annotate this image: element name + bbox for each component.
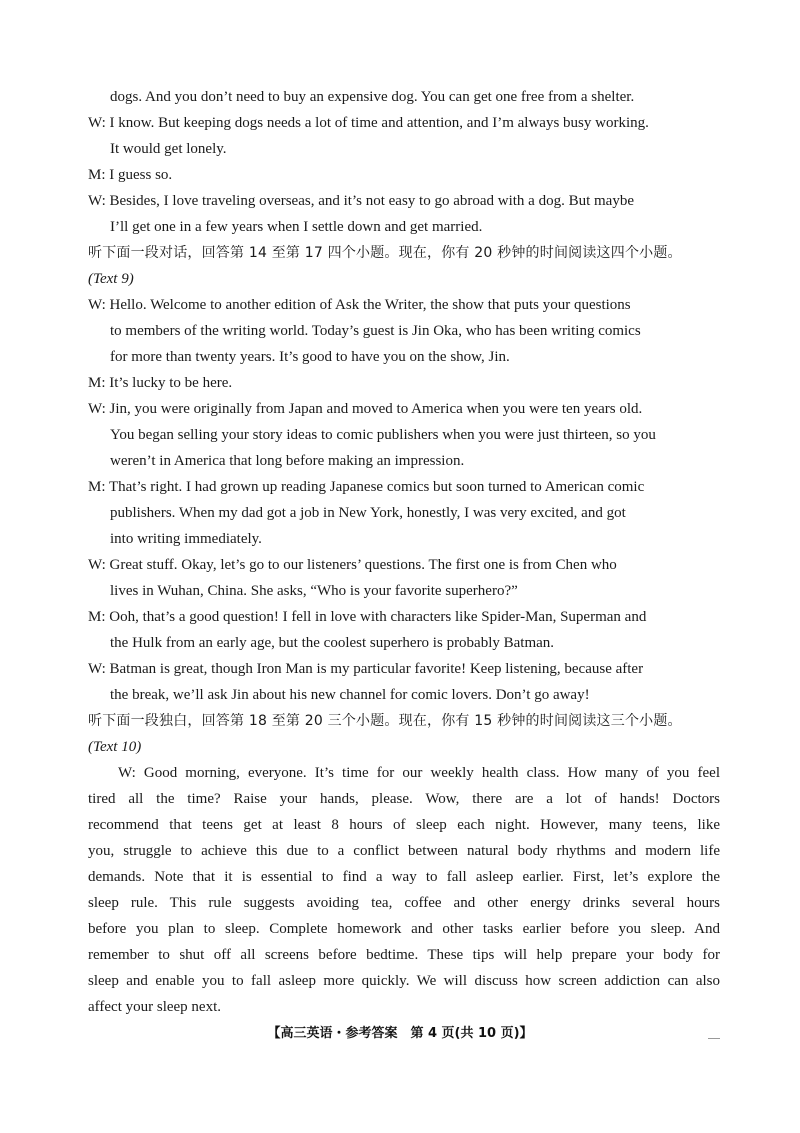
text-line: affect your sleep next. [88,999,222,1015]
text-line: the break, we’ll ask Jin about his new channel for comic lovers. Don’t go away! [110,687,590,703]
text-line: before you plan to sleep. Complete homework and other tasks earlier before you sleep. And [88,921,720,937]
text-line: You began selling your story ideas to comic publishers when you were just thirteen, so you [110,427,656,443]
text-line: 听下面一段对话，回答第 14 至第 17 四个小题。现在，你有 20 秒钟的时间阅读这四个小题。 [88,245,682,261]
text-line: W: Hello. Welcome to another edition of Ask the Writer, the show that puts your questions [88,297,631,313]
text-line: (Text 9) [88,271,134,287]
text-line: to members of the writing world. Today’s guest is Jin Oka, who has been writing comics [110,323,641,339]
text-lines [88,84,720,1020]
text-line: dogs. And you don’t need to buy an expensive dog. You can get one free from a shelter. [110,89,635,105]
text-line: sleep and enable you to fall asleep more quickly. We will discuss how screen addiction can also [88,973,720,989]
text-line: It would get lonely. [110,141,227,157]
text-line: for more than twenty years. It’s good to have you on the show, Jin. [110,349,510,365]
text-line: into writing immediately. [110,531,262,547]
text-line: M: It’s lucky to be here. [88,375,233,391]
corner-mark [708,1038,720,1039]
text-line: W: Great stuff. Okay, let’s go to our listeners’ questions. The first one is from Chen who [88,557,617,573]
text-line: M: Ooh, that’s a good question! I fell in love with characters like Spider-Man, Superman and [88,609,647,625]
text-line: publishers. When my dad got a job in New York, honestly, I was very excited, and got [110,505,626,521]
text-line: you, struggle to achieve this due to a conflict between natural body rhythms and modern life [88,843,720,859]
text-line: sleep rule. This rule suggests avoiding tea, coffee and other energy drinks several hours [88,895,720,911]
page-footer: 【高三英语・参考答案 第 4 页(共 10 页)】 [267,1026,533,1041]
text-line: W: Batman is great, though Iron Man is my particular favorite! Keep listening, because after [88,661,644,677]
text-line: tired all the time? Raise your hands, please. Wow, there are a lot of hands! Doctors [88,791,720,807]
text-line: W: Jin, you were originally from Japan and moved to America when you were ten years old. [88,401,643,417]
text-line: remember to shut off all screens before bedtime. These tips will help prepare your body for [88,947,720,963]
text-line: 听下面一段独白，回答第 18 至第 20 三个小题。现在，你有 15 秒钟的时间阅读这三个小题。 [88,713,682,729]
text-line: (Text 10) [88,739,142,755]
text-line: W: I know. But keeping dogs needs a lot of time and attention, and I’m always busy working. [88,115,649,131]
document-body [88,84,720,1020]
text-line: lives in Wuhan, China. She asks, “Who is your favorite superhero?” [110,583,518,599]
text-line: the Hulk from an early age, but the coolest superhero is probably Batman. [110,635,555,651]
text-line: M: I guess so. [88,167,173,183]
text-line: W: Besides, I love traveling overseas, and it’s not easy to go abroad with a dog. But maybe [88,193,634,209]
text-line: W: Good morning, everyone. It’s time for our weekly health class. How many of you feel [118,765,720,781]
text-line: recommend that teens get at least 8 hours of sleep each night. However, many teens, like [88,817,720,833]
text-line: demands. Note that it is essential to find a way to fall asleep earlier. First, let’s explore the [88,869,720,885]
text-line: I’ll get one in a few years when I settle down and get married. [110,219,483,235]
text-line: M: That’s right. I had grown up reading Japanese comics but soon turned to American comic [88,479,645,495]
text-line: weren’t in America that long before making an impression. [110,453,465,469]
